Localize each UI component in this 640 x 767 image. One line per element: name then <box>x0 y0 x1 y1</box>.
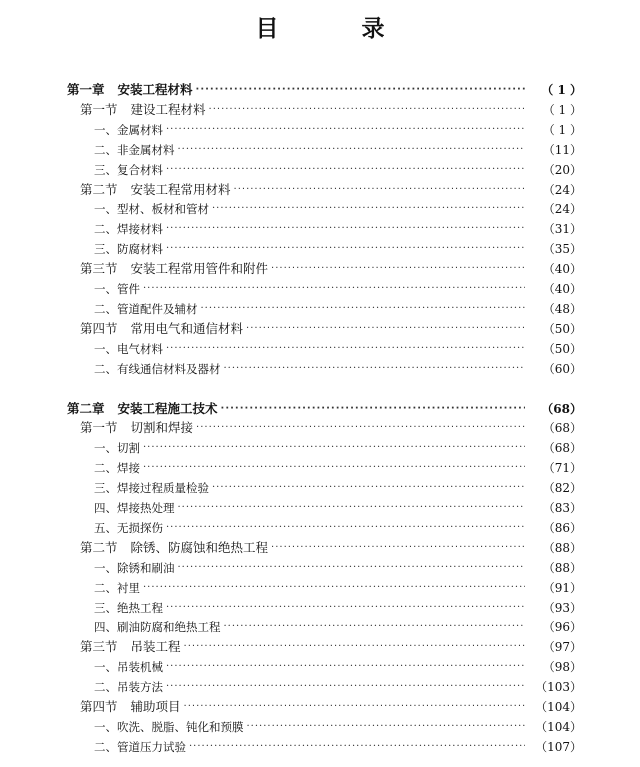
dot-leader <box>166 239 525 259</box>
toc-entry-item[interactable] <box>94 677 582 697</box>
dot-leader <box>196 80 525 100</box>
toc-entry-page: （35） <box>542 242 582 257</box>
toc-entry-page: （88） <box>542 540 582 555</box>
toc-entry-number: 四、 <box>94 620 117 635</box>
toc-entry-item[interactable] <box>94 558 582 578</box>
toc-entry-section[interactable] <box>80 259 582 279</box>
toc-entry-page: （71） <box>542 461 582 476</box>
toc-entry-section[interactable] <box>80 319 582 339</box>
toc-entry-chapter[interactable] <box>67 399 582 419</box>
toc-entry-page: （104） <box>535 700 582 714</box>
toc-entry-title: 除锈和刷油 <box>117 560 175 575</box>
dot-leader <box>212 199 525 219</box>
toc-entry-page: （40） <box>542 262 582 277</box>
toc-entry-page: （11） <box>542 142 582 157</box>
toc-entry-page: （ 1 ） <box>542 122 582 137</box>
toc-entry-number: 第一章 <box>67 82 105 97</box>
toc-entry-item[interactable] <box>94 478 582 498</box>
dot-leader <box>143 279 525 299</box>
toc-entry-page: （104） <box>535 719 582 734</box>
toc-entry-page: （97） <box>542 640 582 655</box>
toc-entry-section[interactable] <box>80 180 582 200</box>
toc-entry-section[interactable] <box>80 538 582 558</box>
toc-entry-title: 吊装机械 <box>117 660 163 675</box>
toc-entry-number: 第三节 <box>80 261 118 277</box>
dot-leader <box>143 578 525 598</box>
dot-leader <box>184 637 525 657</box>
toc-entry-item[interactable] <box>94 717 582 737</box>
toc-entry-page: （50） <box>542 341 582 356</box>
toc-entry-page: （68） <box>542 421 582 436</box>
toc-entry-number: 第二章 <box>67 400 105 416</box>
toc-entry-item[interactable] <box>94 140 582 160</box>
toc-entry-number: 一、 <box>94 719 117 734</box>
toc-entry-title: 切割 <box>117 441 140 456</box>
dot-leader <box>209 100 525 120</box>
dot-leader <box>221 399 525 419</box>
dot-leader <box>166 339 525 359</box>
toc-entry-page: （68） <box>542 441 582 456</box>
toc-entry-page: （ 1 ） <box>541 83 582 97</box>
toc-entry-item[interactable] <box>94 617 582 637</box>
dot-leader <box>178 498 526 518</box>
toc-entry-number: 第三节 <box>80 639 118 655</box>
toc-entry-number: 一、 <box>94 341 117 356</box>
toc-entry-number: 一、 <box>94 560 117 575</box>
toc-entry-number: 第二节 <box>80 539 118 555</box>
dot-leader <box>271 259 525 279</box>
dot-leader <box>143 438 525 458</box>
toc-entry-page: （88） <box>542 560 582 575</box>
dot-leader <box>246 319 525 339</box>
toc-entry-title: 吹洗、脱脂、钝化和预膜 <box>117 719 244 734</box>
toc-entry-number: 四、 <box>94 501 117 515</box>
toc-entry-number: 一、 <box>94 441 117 456</box>
toc-entry-title: 衬里 <box>117 580 140 595</box>
toc-entry-number: 二、 <box>94 739 117 754</box>
toc-entry-item[interactable] <box>94 239 582 259</box>
toc-entry-title: 绝热工程 <box>117 600 163 615</box>
toc-entry-number: 二、 <box>94 142 117 157</box>
dot-leader <box>189 737 525 757</box>
toc-entry-page: （ 1 ） <box>542 102 582 117</box>
dot-leader <box>224 617 526 637</box>
toc-entry-title: 安装工程材料 <box>117 82 193 97</box>
toc-entry-title: 型材、板材和管材 <box>117 202 209 217</box>
toc-entry-title: 非金属材料 <box>117 142 175 157</box>
dot-leader <box>166 677 525 697</box>
toc-entry-item[interactable] <box>94 299 582 319</box>
toc-entry-number: 三、 <box>94 162 117 177</box>
toc-entry-number: 三、 <box>94 481 117 496</box>
toc-entry-title: 刷油防腐和绝热工程 <box>117 620 221 635</box>
toc-entry-title: 管道配件及辅材 <box>117 301 198 316</box>
toc-entry-number: 一、 <box>94 660 117 675</box>
toc-entry-section[interactable] <box>80 637 582 657</box>
toc-entry-number: 第一节 <box>80 101 118 117</box>
dot-leader <box>166 160 525 180</box>
toc-entry-item[interactable] <box>94 219 582 239</box>
toc-entry-item[interactable] <box>94 598 582 618</box>
toc-entry-number: 五、 <box>94 520 117 535</box>
toc-entry-item[interactable] <box>94 518 582 538</box>
toc-entry-page: （83） <box>542 501 582 515</box>
toc-entry-number: 第二节 <box>80 181 118 197</box>
toc-entry-number: 三、 <box>94 600 117 615</box>
toc-entry-title: 有线通信材料及器材 <box>117 361 221 376</box>
toc-entry-number: 第四节 <box>80 320 118 336</box>
toc-entry-item[interactable] <box>94 359 582 379</box>
dot-leader <box>166 598 525 618</box>
toc-entry-number: 第一节 <box>80 420 118 436</box>
toc-entry-number: 第四节 <box>80 699 118 714</box>
toc-entry-title: 建设工程材料 <box>130 101 206 117</box>
toc-entry-item[interactable] <box>94 199 582 219</box>
dot-leader <box>166 518 525 538</box>
toc-entry-title: 焊接 <box>117 461 140 476</box>
toc-entry-title: 管道压力试验 <box>117 739 186 754</box>
toc-entry-title: 安装工程常用材料 <box>130 181 231 197</box>
toc-entry-item[interactable] <box>94 279 582 299</box>
dot-leader <box>196 418 525 438</box>
toc-entry-title: 安装工程施工技术 <box>117 400 218 416</box>
toc-entry-number: 一、 <box>94 282 117 296</box>
toc-entry-chapter[interactable] <box>67 80 582 100</box>
toc-entry-number: 二、 <box>94 222 117 237</box>
toc-entry-page: （91） <box>542 580 582 595</box>
toc-entry-number: 二、 <box>94 301 117 316</box>
dot-leader <box>234 180 525 200</box>
toc-entry-number: 三、 <box>94 242 117 257</box>
dot-leader <box>166 219 525 239</box>
toc-entry-page: （24） <box>542 202 582 217</box>
dot-leader <box>247 717 526 737</box>
toc-entry-section[interactable] <box>80 418 582 438</box>
dot-leader <box>212 478 525 498</box>
page-title: 目 录 <box>255 16 415 42</box>
toc-entry-item[interactable] <box>94 458 582 478</box>
toc-entry-number: 一、 <box>94 202 117 217</box>
dot-leader <box>166 657 525 677</box>
toc-entry-title: 复合材料 <box>117 162 163 177</box>
toc-entry-section[interactable] <box>80 697 582 717</box>
toc-entry-title: 除锈、防腐蚀和绝热工程 <box>130 539 269 555</box>
dot-leader <box>143 458 525 478</box>
toc-entry-page: （50） <box>542 321 582 336</box>
toc-entry-page: （107） <box>535 739 582 754</box>
toc-entry-title: 焊接材料 <box>117 222 163 237</box>
toc-entry-title: 防腐材料 <box>117 242 163 257</box>
toc-entry-page: （60） <box>542 361 582 376</box>
toc-entry-number: 二、 <box>94 361 117 376</box>
toc-entry-page: （24） <box>542 182 582 197</box>
toc-entry-title: 吊装方法 <box>117 680 163 695</box>
toc-entry-item[interactable] <box>94 657 582 677</box>
toc-entry-page: （86） <box>542 520 582 535</box>
dot-leader <box>271 538 525 558</box>
toc-entry-page: （68） <box>541 401 582 416</box>
toc-entry-page: （96） <box>542 620 582 635</box>
dot-leader <box>178 558 526 578</box>
toc-entry-item[interactable] <box>94 120 582 140</box>
toc-entry-title: 吊装工程 <box>130 639 181 655</box>
toc-entry-title: 切割和焊接 <box>130 420 194 436</box>
toc-entry-title: 无损探伤 <box>117 520 163 535</box>
toc-entry-page: （98） <box>542 660 582 675</box>
toc-entry-page: （20） <box>542 162 582 177</box>
toc-entry-item[interactable] <box>94 498 582 518</box>
toc-entry-title: 管件 <box>117 282 140 296</box>
toc-entry-title: 辅助项目 <box>130 699 181 714</box>
toc-entry-title: 常用电气和通信材料 <box>130 320 244 336</box>
toc-entry-page: （103） <box>535 680 582 695</box>
toc-entry-page: （82） <box>542 481 582 496</box>
toc-entry-title: 电气材料 <box>117 341 163 356</box>
dot-leader <box>184 697 525 717</box>
toc-entry-section[interactable] <box>80 100 582 120</box>
dot-leader <box>178 140 526 160</box>
toc-entry-title: 焊接过程质量检验 <box>117 481 209 496</box>
dot-leader <box>166 120 525 140</box>
toc-entry-item[interactable] <box>94 339 582 359</box>
toc-entry-title: 金属材料 <box>117 122 163 137</box>
toc-entry-item[interactable] <box>94 737 582 757</box>
toc-entry-number: 二、 <box>94 680 117 695</box>
toc-entry-number: 二、 <box>94 461 117 476</box>
toc-entry-page: （31） <box>542 222 582 237</box>
toc-entry-number: 二、 <box>94 580 117 595</box>
toc-entry-page: （93） <box>542 600 582 615</box>
toc-entry-item[interactable] <box>94 578 582 598</box>
toc-entry-page: （48） <box>542 301 582 316</box>
toc-entry-title: 安装工程常用管件和附件 <box>130 261 269 277</box>
dot-leader <box>201 299 526 319</box>
dot-leader <box>224 359 526 379</box>
toc-entry-item[interactable] <box>94 160 582 180</box>
toc-entry-title: 焊接热处理 <box>117 501 175 515</box>
toc-entry-number: 一、 <box>94 122 117 137</box>
toc-entry-item[interactable] <box>94 438 582 458</box>
toc-entry-page: （40） <box>542 282 582 296</box>
